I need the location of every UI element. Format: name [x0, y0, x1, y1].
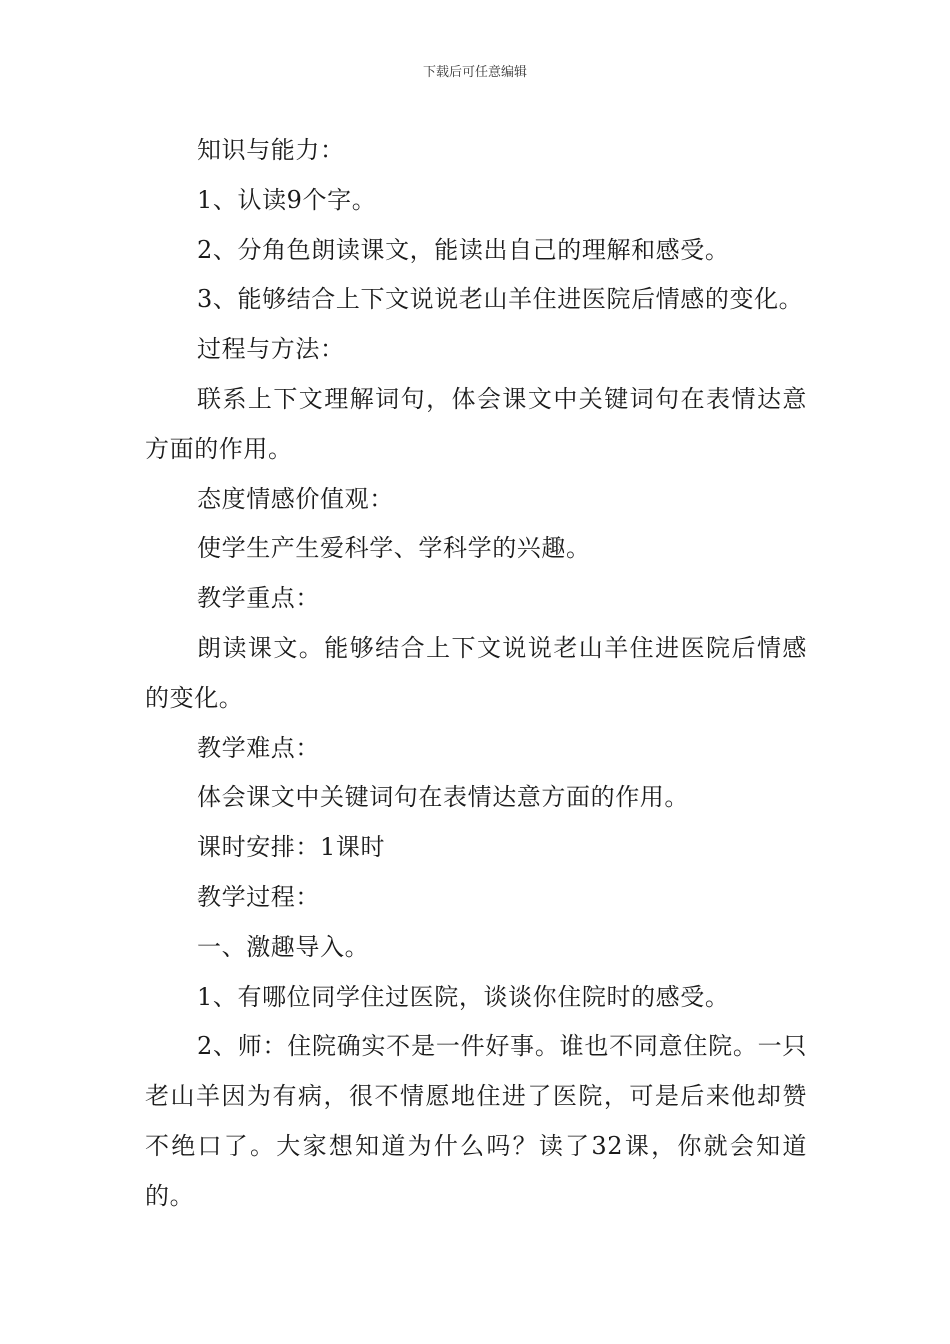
list-item: 1、有哪位同学住过医院，谈谈你住院时的感受。 — [197, 982, 730, 1011]
section-heading-process: 过程与方法： — [197, 335, 345, 364]
section-heading-attitude: 态度情感价值观： — [197, 484, 394, 513]
document-body — [145, 126, 807, 1222]
list-item: 1、认读9个字。 — [197, 185, 377, 214]
paragraph: 使学生产生爱科学、学科学的兴趣。 — [197, 534, 591, 563]
step-heading: 一、激趣导入。 — [197, 932, 370, 961]
section-heading-key-points: 教学重点： — [197, 584, 320, 613]
paragraph: 联系上下文理解词句，体会课文中关键词句在表情达意方面的作用。 — [145, 384, 807, 463]
list-item: 2、分角色朗读课文，能读出自己的理解和感受。 — [197, 235, 730, 264]
list-item: 3、能够结合上下文说说老山羊住进医院后情感的变化。 — [197, 285, 804, 314]
class-schedule: 课时安排：1课时 — [197, 833, 386, 862]
paragraph: 朗读课文。能够结合上下文说说老山羊住进医院后情感的变化。 — [145, 633, 807, 712]
section-heading-difficulties: 教学难点： — [197, 733, 320, 762]
section-heading-knowledge: 知识与能力： — [197, 136, 345, 164]
section-heading-teaching-process: 教学过程： — [197, 882, 320, 911]
paragraph: 体会课文中关键词句在表情达意方面的作用。 — [197, 783, 689, 812]
page-header: 下载后可任意编辑 — [422, 65, 527, 80]
list-item: 2、师：住院确实不是一件好事。谁也不同意住院。一只老山羊因为有病，很不情愿地住进了医院，可是后来他却赞不绝口了。大家想知道为什么吗？读了32课，你就会知道的。 — [145, 1032, 807, 1210]
